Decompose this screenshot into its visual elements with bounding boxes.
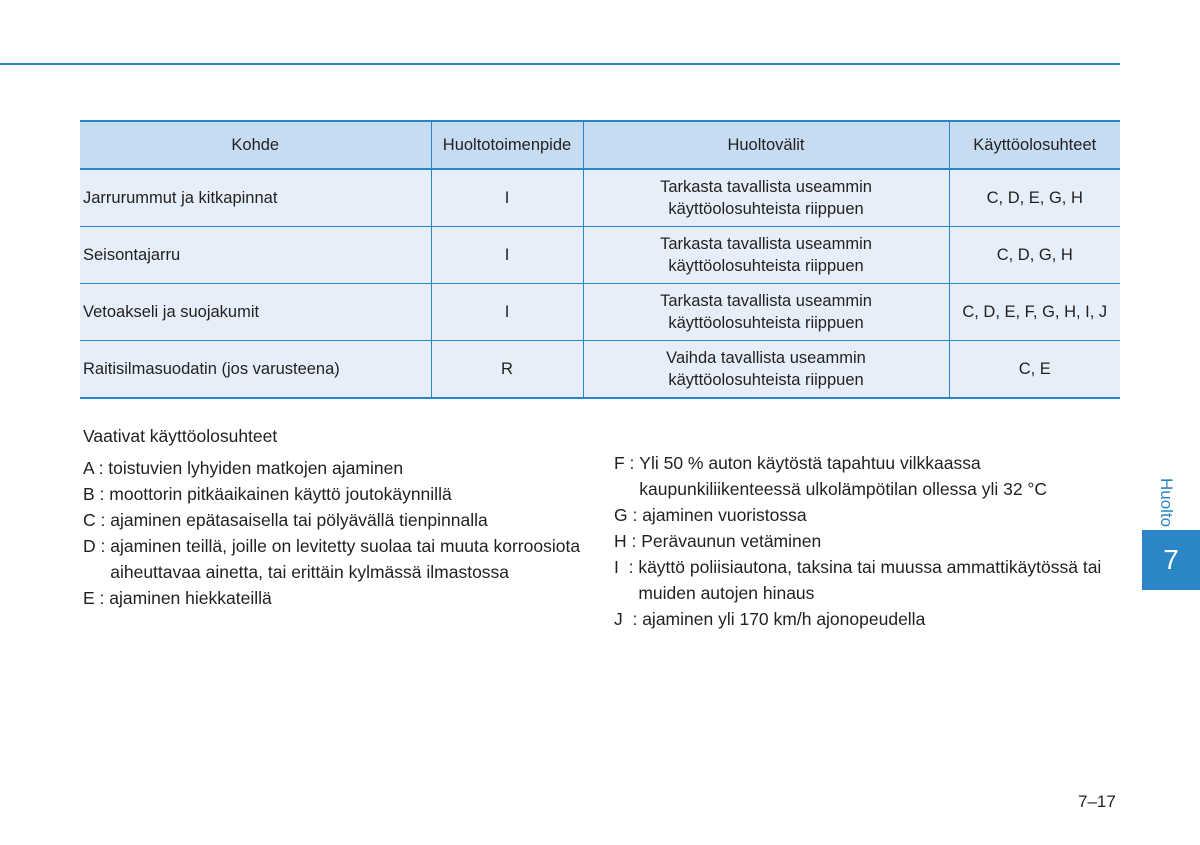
row-item: Jarrurummut ja kitkapinnat: [80, 169, 431, 227]
condition-key: A :: [83, 458, 109, 478]
page-number: 7–17: [1078, 792, 1116, 811]
condition-key: F :: [614, 453, 640, 473]
condition-key: I :: [614, 557, 639, 577]
condition-key: H :: [614, 531, 642, 551]
table-row: [80, 169, 1120, 227]
header-kohde: Kohde: [80, 121, 431, 169]
row-action: I: [431, 227, 583, 284]
condition-text: ajaminen hiekkateillä: [109, 588, 272, 608]
conditions-list-left: [83, 455, 593, 611]
header-huoltovalit: Huoltovälit: [583, 121, 949, 169]
table-header-row: [80, 121, 1120, 169]
row-action: I: [431, 169, 583, 227]
condition-item: [614, 554, 1114, 606]
row-action: R: [431, 341, 583, 399]
interval-line: Tarkasta tavallista useammin: [660, 235, 872, 253]
table-row: [80, 341, 1120, 399]
condition-item: [83, 481, 593, 507]
condition-item: [83, 533, 593, 585]
header-kayttoolosuhteet: Käyttöolosuhteet: [949, 121, 1120, 169]
interval-line: käyttöolosuhteista riippuen: [668, 371, 864, 389]
condition-text: käyttö poliisiautona, taksina tai muussa ammattikäytössä tai muiden autojen hinaus: [638, 557, 1102, 603]
interval-line: Vaihda tavallista useammin: [666, 349, 866, 367]
interval-line: Tarkasta tavallista useammin: [660, 292, 872, 310]
row-item: Vetoakseli ja suojakumit: [80, 284, 431, 341]
condition-item: [614, 450, 1114, 502]
conditions-title: Vaativat käyttöolosuhteet: [83, 426, 278, 446]
condition-text: Yli 50 % auton käytöstä tapahtuu vilkkaassa kaupunkiliikenteessä ulkolämpötilan ollessa yli 32 °C: [639, 453, 1048, 499]
row-item: Seisontajarru: [80, 227, 431, 284]
condition-item: [614, 502, 1114, 528]
table-row: [80, 227, 1120, 284]
header-huoltotoimenpide: Huoltotoimenpide: [431, 121, 583, 169]
condition-text: toistuvien lyhyiden matkojen ajaminen: [108, 458, 404, 478]
interval-line: käyttöolosuhteista riippuen: [668, 314, 864, 332]
condition-text: Perävaunun vetäminen: [641, 531, 822, 551]
top-rule: [0, 63, 1120, 65]
chapter-number-tab: 7: [1142, 530, 1200, 590]
condition-key: J :: [614, 609, 643, 629]
condition-text: ajaminen epätasaisella tai pölyävällä tienpinnalla: [110, 510, 488, 530]
row-interval: [583, 284, 949, 341]
maintenance-table: [80, 120, 1120, 399]
condition-item: [614, 528, 1114, 554]
condition-key: C :: [83, 510, 111, 530]
conditions-list-right: [614, 450, 1114, 632]
condition-item: [83, 585, 593, 611]
condition-text: ajaminen vuoristossa: [642, 505, 807, 525]
condition-text: ajaminen yli 170 km/h ajonopeudella: [642, 609, 926, 629]
row-conditions: C, E: [949, 341, 1120, 399]
condition-item: [83, 455, 593, 481]
condition-key: D :: [83, 536, 111, 556]
row-conditions: C, D, G, H: [949, 227, 1120, 284]
row-interval: [583, 227, 949, 284]
condition-text: moottorin pitkäaikainen käyttö joutokäynnillä: [109, 484, 452, 504]
row-interval: [583, 341, 949, 399]
interval-line: käyttöolosuhteista riippuen: [668, 257, 864, 275]
row-interval: [583, 169, 949, 227]
condition-key: G :: [614, 505, 643, 525]
condition-key: E :: [83, 588, 110, 608]
row-conditions: C, D, E, G, H: [949, 169, 1120, 227]
condition-item: [83, 507, 593, 533]
row-conditions: C, D, E, F, G, H, I, J: [949, 284, 1120, 341]
row-action: I: [431, 284, 583, 341]
row-item: Raitisilmasuodatin (jos varusteena): [80, 341, 431, 399]
section-tab-label: Huolto: [1157, 478, 1176, 528]
condition-key: B :: [83, 484, 110, 504]
table-row: [80, 284, 1120, 341]
condition-text: ajaminen teillä, joille on levitetty suolaa tai muuta korroosiota aiheuttavaa ainetta, tai erittäin kylmässä ilmastossa: [110, 536, 581, 582]
interval-line: käyttöolosuhteista riippuen: [668, 200, 864, 218]
condition-item: [614, 606, 1114, 632]
interval-line: Tarkasta tavallista useammin: [660, 178, 872, 196]
